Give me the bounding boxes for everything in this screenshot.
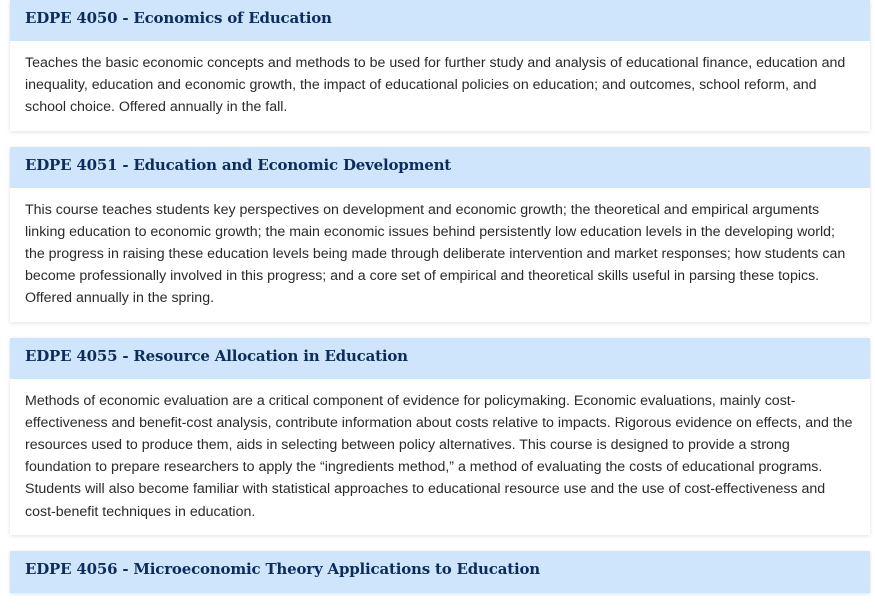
course-card-edpe-4055 <box>10 338 870 535</box>
course-list <box>10 0 870 609</box>
course-card-edpe-4056 <box>10 551 870 593</box>
course-title[interactable]: EDPE 4055 - Resource Allocation in Education <box>25 346 408 365</box>
course-title[interactable]: EDPE 4056 - Microeconomic Theory Applications to Education <box>25 559 540 578</box>
course-card-edpe-4051 <box>10 147 870 322</box>
course-title[interactable]: EDPE 4050 - Economics of Education <box>25 9 332 27</box>
course-description: This course teaches students key perspectives on development and economic growth; the theoretical and empirical arguments linking education to economic growth; the main economic issues behind persistently low education levels in the developing world; the progress in raising these education levels being made through deliberate intervention and market responses; how students can become professionally involved in this progress; and a core set of empirical and theoretical skills useful in parsing these topics. Offered annually in the spring. <box>25 201 846 307</box>
course-title[interactable]: EDPE 4051 - Education and Economic Development <box>25 155 452 174</box>
course-description: Methods of economic evaluation are a critical component of evidence for policymaking. Economic evaluations, mainly cost-effectiveness and benefit-cost analysis, contribute information about costs relative to impacts. Rigorous evidence on effects, and the resources used to produce them, aids in selecting between policy alternatives. This course is designed to provide a strong foundation to prepare researchers to apply the “ingredients method,” a method of evaluating the costs of educational programs. Students will also become familiar with statistical approaches to educational resource use and the use of cost-effectiveness and cost-benefit techniques in education. <box>25 392 853 520</box>
course-header[interactable] <box>10 0 870 41</box>
course-card-edpe-4050 <box>10 0 870 131</box>
course-header[interactable] <box>10 551 870 593</box>
course-description: Teaches the basic economic concepts and methods to be used for further study and analysis of educational finance, education and inequality, education and economic growth, the impact of educational policies on education; and outcomes, school reform, and school choice. Offered annually in the fall. <box>25 55 846 116</box>
course-header[interactable] <box>10 338 870 379</box>
course-header[interactable] <box>10 147 870 188</box>
